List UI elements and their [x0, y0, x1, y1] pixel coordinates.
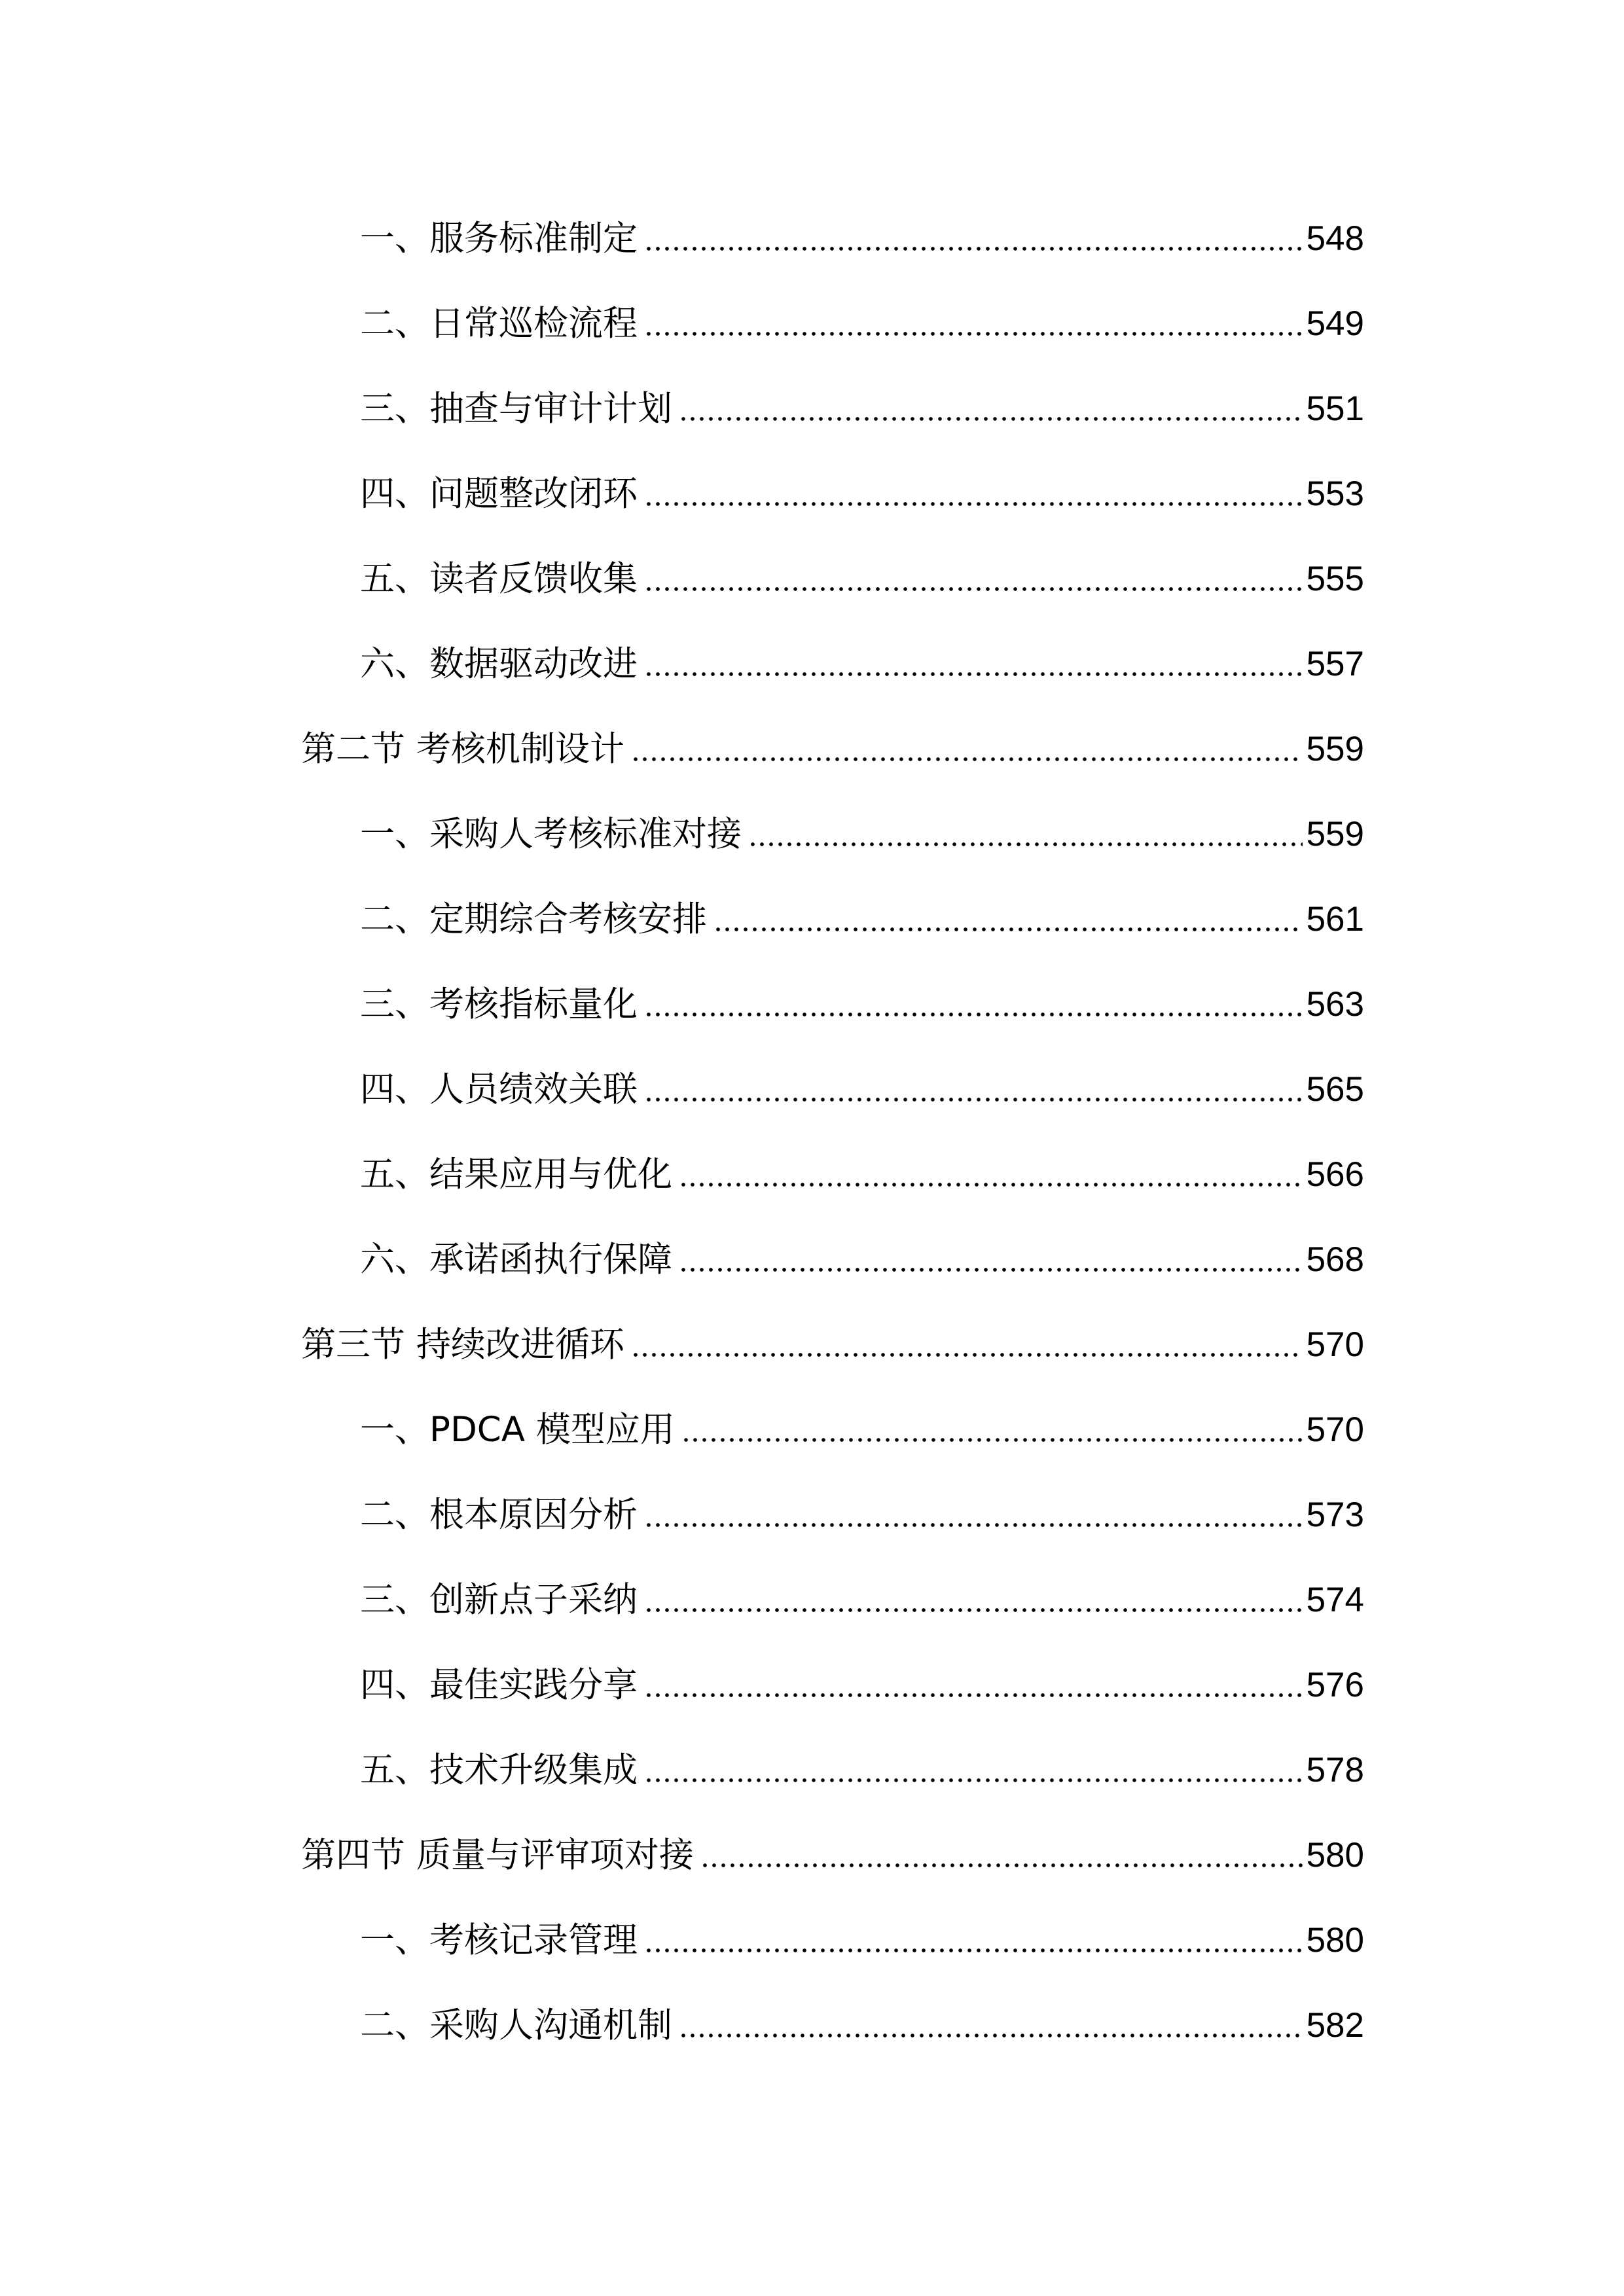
- toc-entry-title: 六、数据驱动改进: [360, 644, 638, 684]
- toc-entry-section[interactable]: [301, 1319, 1364, 1371]
- toc-entry-page: 580: [1306, 1836, 1364, 1874]
- toc-entry-title: 一、采购人考核标准对接: [360, 814, 742, 854]
- dot-leader: [679, 1265, 1303, 1274]
- toc-entry-page: 573: [1306, 1496, 1364, 1534]
- toc-entry[interactable]: [301, 2000, 1364, 2052]
- toc-entry-title: 二、根本原因分析: [360, 1495, 638, 1535]
- toc-entry-title: 一、考核记录管理: [360, 1920, 638, 1960]
- toc-entry-page: 582: [1306, 2006, 1364, 2045]
- toc-entry-title: 二、定期综合考核安排: [360, 899, 707, 939]
- toc-entry[interactable]: [301, 1149, 1364, 1201]
- toc-entry[interactable]: [301, 1064, 1364, 1116]
- toc-entry-section[interactable]: [301, 723, 1364, 776]
- dot-leader: [644, 1095, 1303, 1104]
- toc-entry-title: 第二节 考核机制设计: [301, 729, 624, 769]
- dot-leader: [679, 2031, 1303, 2040]
- dot-leader: [631, 1350, 1303, 1359]
- toc-entry[interactable]: [301, 978, 1364, 1031]
- toc-entry-title: 五、结果应用与优化: [360, 1155, 672, 1194]
- toc-entry[interactable]: [301, 383, 1364, 435]
- toc-entry-title: 一、PDCA 模型应用: [360, 1410, 675, 1450]
- dot-leader: [644, 584, 1303, 594]
- dot-leader: [713, 925, 1303, 934]
- dot-leader: [631, 755, 1303, 764]
- toc-entry-title: 三、考核指标量化: [360, 984, 638, 1024]
- toc-entry[interactable]: [301, 893, 1364, 946]
- dot-leader: [644, 1691, 1303, 1700]
- toc-entry[interactable]: [301, 1234, 1364, 1286]
- dot-leader: [644, 1010, 1303, 1019]
- toc-entry-page: 559: [1306, 815, 1364, 853]
- toc-entry[interactable]: [301, 1744, 1364, 1797]
- dot-leader: [644, 1776, 1303, 1785]
- toc-entry[interactable]: [301, 1914, 1364, 1967]
- toc-entry-page: 574: [1306, 1581, 1364, 1619]
- toc-entry[interactable]: [301, 638, 1364, 691]
- toc-entry-title: 第四节 质量与评审项对接: [301, 1835, 694, 1875]
- toc-entry-page: 570: [1306, 1410, 1364, 1449]
- toc-entry-title: 一、服务标准制定: [360, 219, 638, 259]
- toc-entry-page: 566: [1306, 1155, 1364, 1194]
- toc-entry-page: 549: [1306, 304, 1364, 343]
- toc-entry-title: 二、日常巡检流程: [360, 304, 638, 344]
- dot-leader: [679, 414, 1303, 423]
- toc-entry[interactable]: [301, 1659, 1364, 1712]
- dot-leader: [644, 499, 1303, 509]
- toc-entry[interactable]: [301, 808, 1364, 861]
- toc-entry-title: 六、承诺函执行保障: [360, 1240, 672, 1280]
- toc-entry-page: 555: [1306, 560, 1364, 598]
- dot-leader: [748, 840, 1303, 849]
- toc-entry[interactable]: [301, 1574, 1364, 1626]
- dot-leader: [644, 1946, 1303, 1955]
- toc-entry-page: 570: [1306, 1325, 1364, 1364]
- toc-entry-page: 563: [1306, 985, 1364, 1024]
- toc-entry-title: 五、技术升级集成: [360, 1750, 638, 1790]
- toc-entry-title: 第三节 持续改进循环: [301, 1325, 624, 1365]
- dot-leader: [679, 1180, 1303, 1189]
- toc-entry-title: 四、问题整改闭环: [360, 474, 638, 514]
- toc-entry[interactable]: [301, 553, 1364, 605]
- dot-leader: [644, 329, 1303, 338]
- toc-entry[interactable]: [301, 1404, 1364, 1456]
- dot-leader: [644, 1605, 1303, 1615]
- toc-entry-page: 568: [1306, 1240, 1364, 1279]
- toc-entry-title: 四、最佳实践分享: [360, 1665, 638, 1705]
- toc-entry-page: 551: [1306, 389, 1364, 428]
- toc-entry[interactable]: [301, 468, 1364, 520]
- toc-entry-page: 557: [1306, 645, 1364, 683]
- toc-entry-page: 578: [1306, 1751, 1364, 1789]
- toc-entry[interactable]: [301, 298, 1364, 350]
- toc-entry-page: 559: [1306, 730, 1364, 768]
- toc-entry-title: 五、读者反馈收集: [360, 559, 638, 599]
- toc-entry-page: 576: [1306, 1666, 1364, 1704]
- toc-entry-page: 548: [1306, 219, 1364, 258]
- dot-leader: [681, 1435, 1303, 1444]
- toc-entry-page: 561: [1306, 900, 1364, 939]
- dot-leader: [644, 244, 1303, 253]
- toc-entry[interactable]: [301, 1489, 1364, 1541]
- dot-leader: [644, 670, 1303, 679]
- toc-entry-title: 三、抽查与审计计划: [360, 389, 672, 429]
- toc-entry-title: 四、人员绩效关联: [360, 1069, 638, 1109]
- toc-entry-section[interactable]: [301, 1829, 1364, 1882]
- dot-leader: [644, 1520, 1303, 1530]
- toc-entry-title: 三、创新点子采纳: [360, 1580, 638, 1620]
- dot-leader: [700, 1861, 1303, 1870]
- toc-entry[interactable]: [301, 213, 1364, 265]
- toc-entry-page: 553: [1306, 475, 1364, 513]
- toc-entry-page: 565: [1306, 1070, 1364, 1109]
- toc-entry-title: 二、采购人沟通机制: [360, 2005, 672, 2045]
- toc-entry-page: 580: [1306, 1921, 1364, 1960]
